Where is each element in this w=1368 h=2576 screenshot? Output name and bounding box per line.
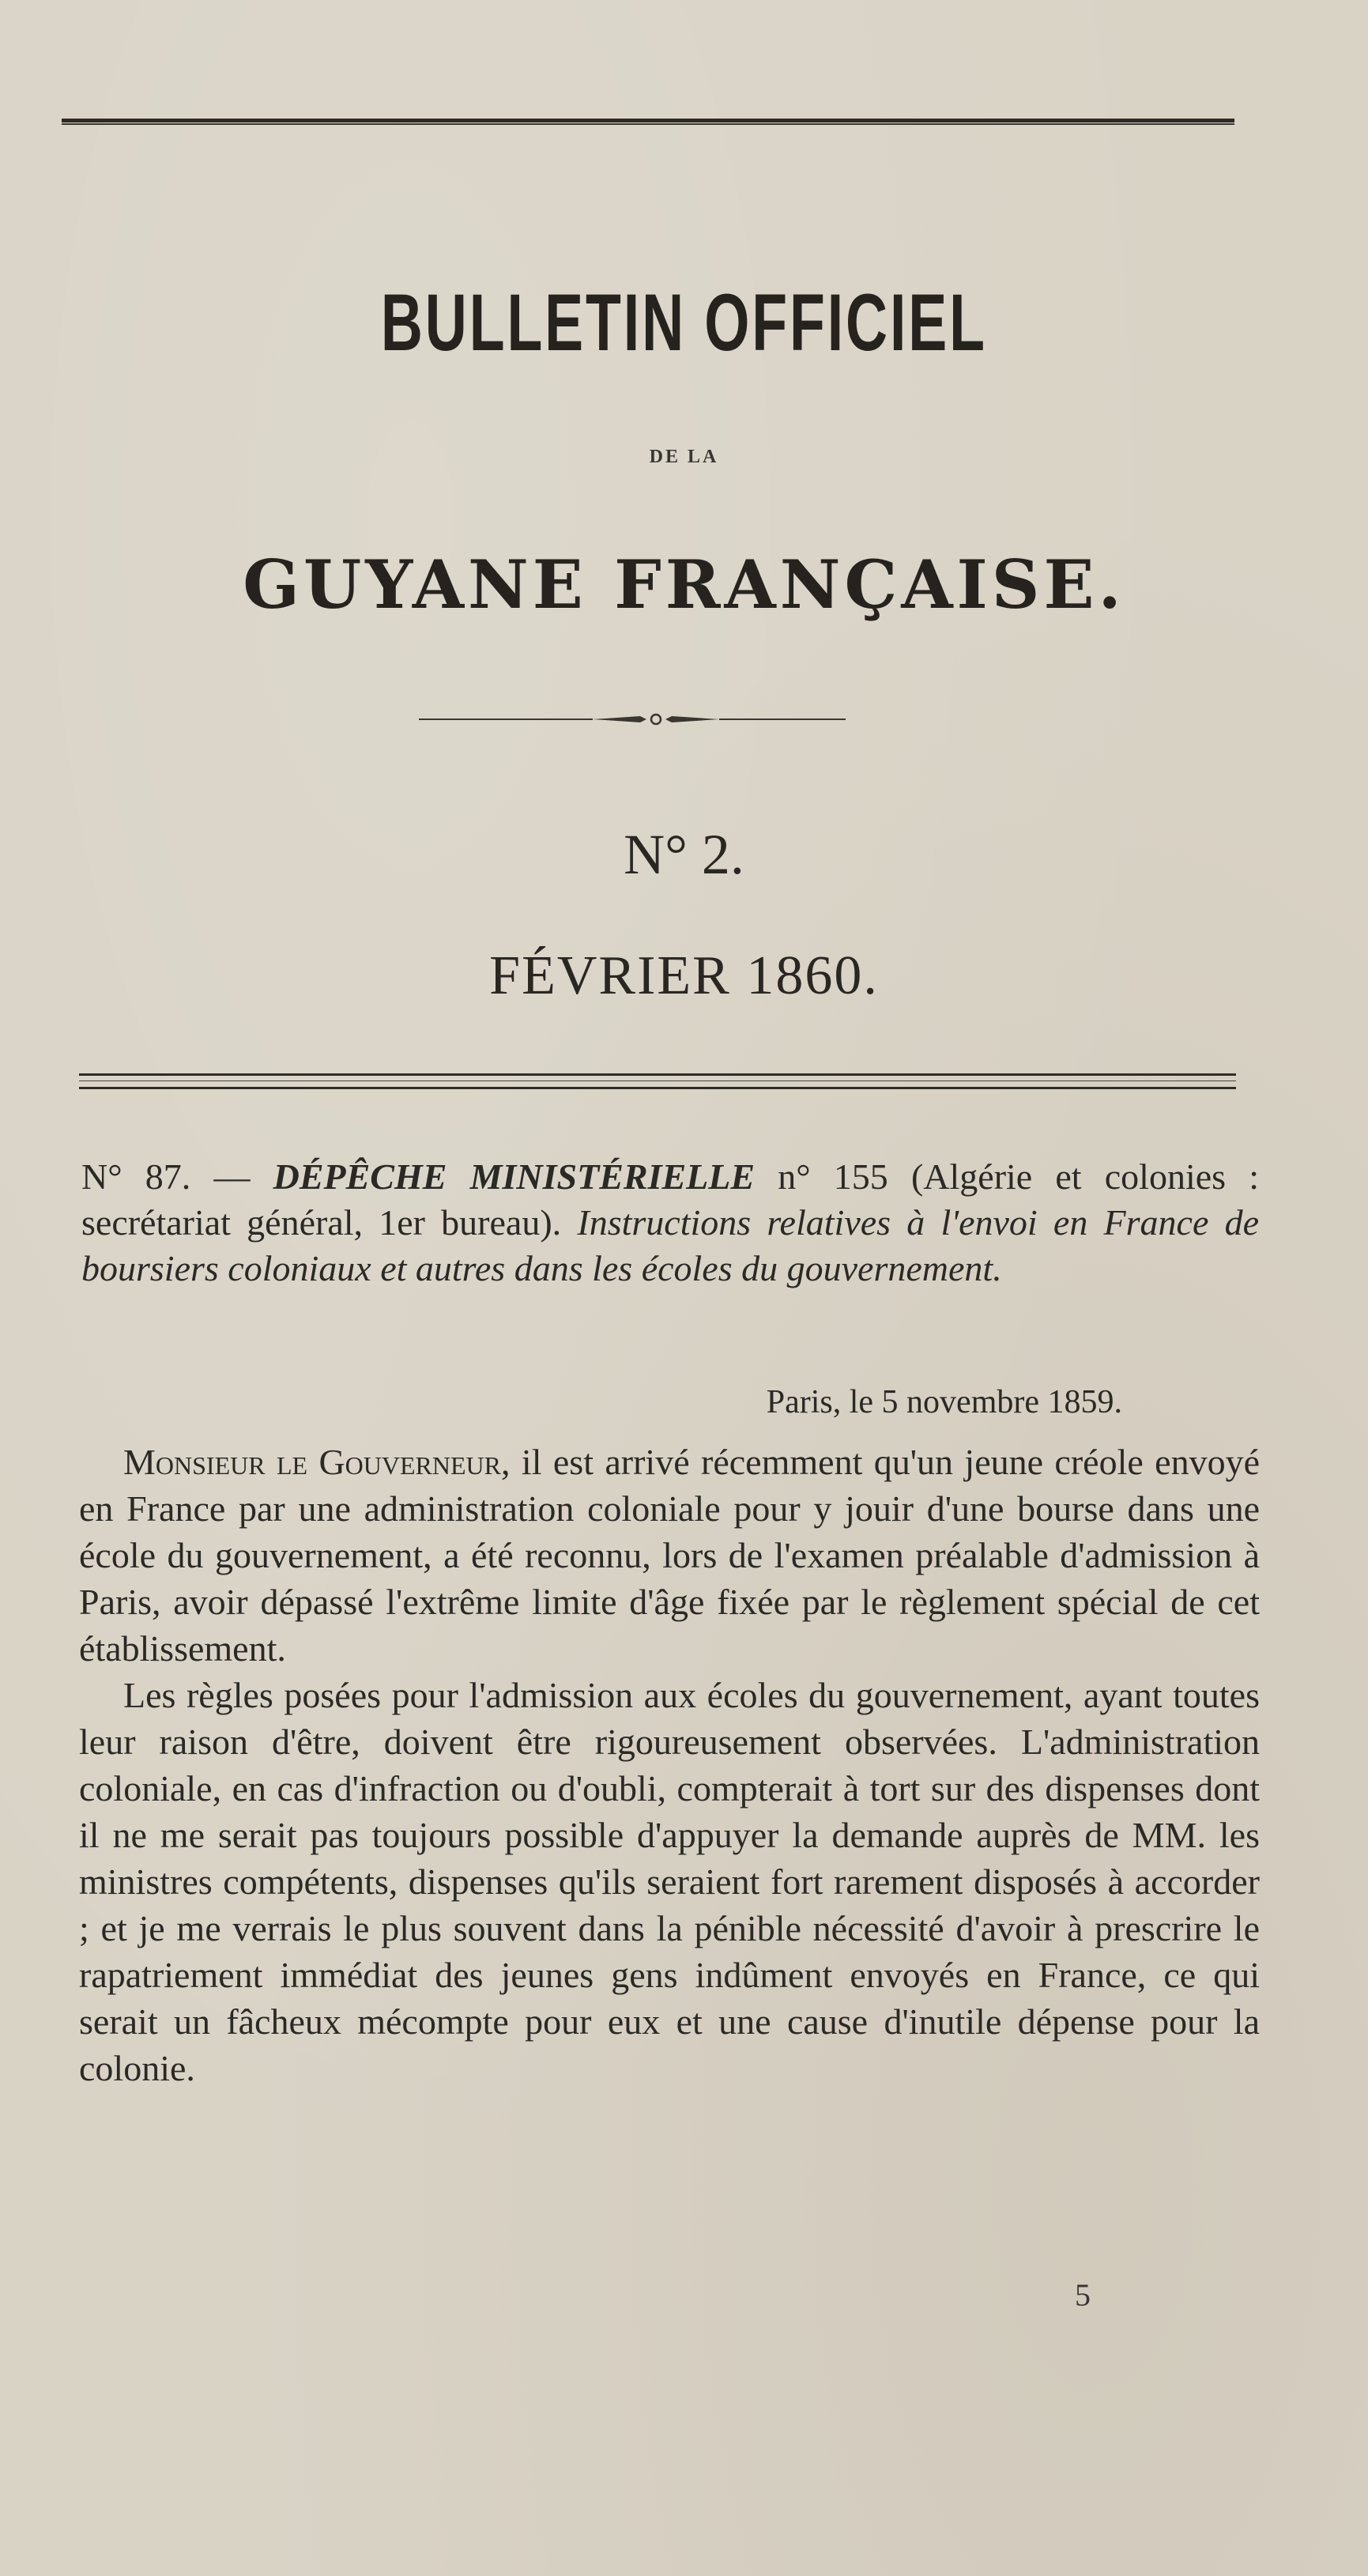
- paragraph-1-text: il est arrivé récemment qu'un jeune créole envoyé en France par une administration coloniale pour y jouir d'une bourse dans une école du gouvernement, a été reconnu, lors de l'examen préalable d'admission à Paris, avoir dépassé l'extrême limite d'âge fixée par le règlement spécial de cet établissement.: [79, 1442, 1261, 1669]
- paragraph-2: Les règles posées pour l'admission aux écoles du gouvernement, ayant toutes leur raison d'être, doivent être rigoureusement observées. L'administration coloniale, en cas d'infraction ou d'oubli, compterait à tort sur des dispenses dont il ne me serait pas toujours possible d'appuyer la demande auprès de MM. les ministres compétents, dispenses qu'ils seraient fort rarement disposés à accorder ; et je me verrais le plus souvent dans la pénible nécessité d'avoir à prescrire le rapatriement immédiat des jeunes gens indûment envoyés en France, ce qui serait un fâcheux mécompte pour eux et une cause d'inutile dépense pour la colonie.: [79, 1675, 1260, 2088]
- issue-date: FÉVRIER 1860.: [489, 945, 879, 1006]
- top-rule: [62, 119, 1234, 125]
- page-number: 5: [1075, 2277, 1091, 2313]
- article-number: N° 87. —: [81, 1156, 251, 1197]
- article-heading: [81, 1154, 1259, 1292]
- ornament-divider: [0, 707, 1368, 731]
- bulletin-subtitle: DE LA: [649, 447, 719, 467]
- article-type: DÉPÊCHE MINISTÉRIELLE: [273, 1156, 756, 1197]
- colony-title: GUYANE FRANÇAISE.: [243, 545, 1125, 624]
- article-body: [79, 1439, 1260, 2091]
- section-rule: [79, 1073, 1236, 1089]
- issue-number: N° 2.: [624, 823, 744, 886]
- salutation: Monsieur le Gouverneur,: [123, 1442, 511, 1482]
- article-subject: Instructions relatives à l'envoi en France de boursiers coloniaux et autres dans les écoles du gouvernement.: [81, 1202, 1259, 1288]
- paragraph-1: [79, 1439, 1260, 1672]
- article-reference: n° 155 (Algérie et colonies : secrétariat général, 1er bureau).: [81, 1156, 1259, 1243]
- place-date: Paris, le 5 novembre 1859.: [766, 1384, 1122, 1420]
- bulletin-title: BULLETIN OFFICIEL: [380, 277, 987, 368]
